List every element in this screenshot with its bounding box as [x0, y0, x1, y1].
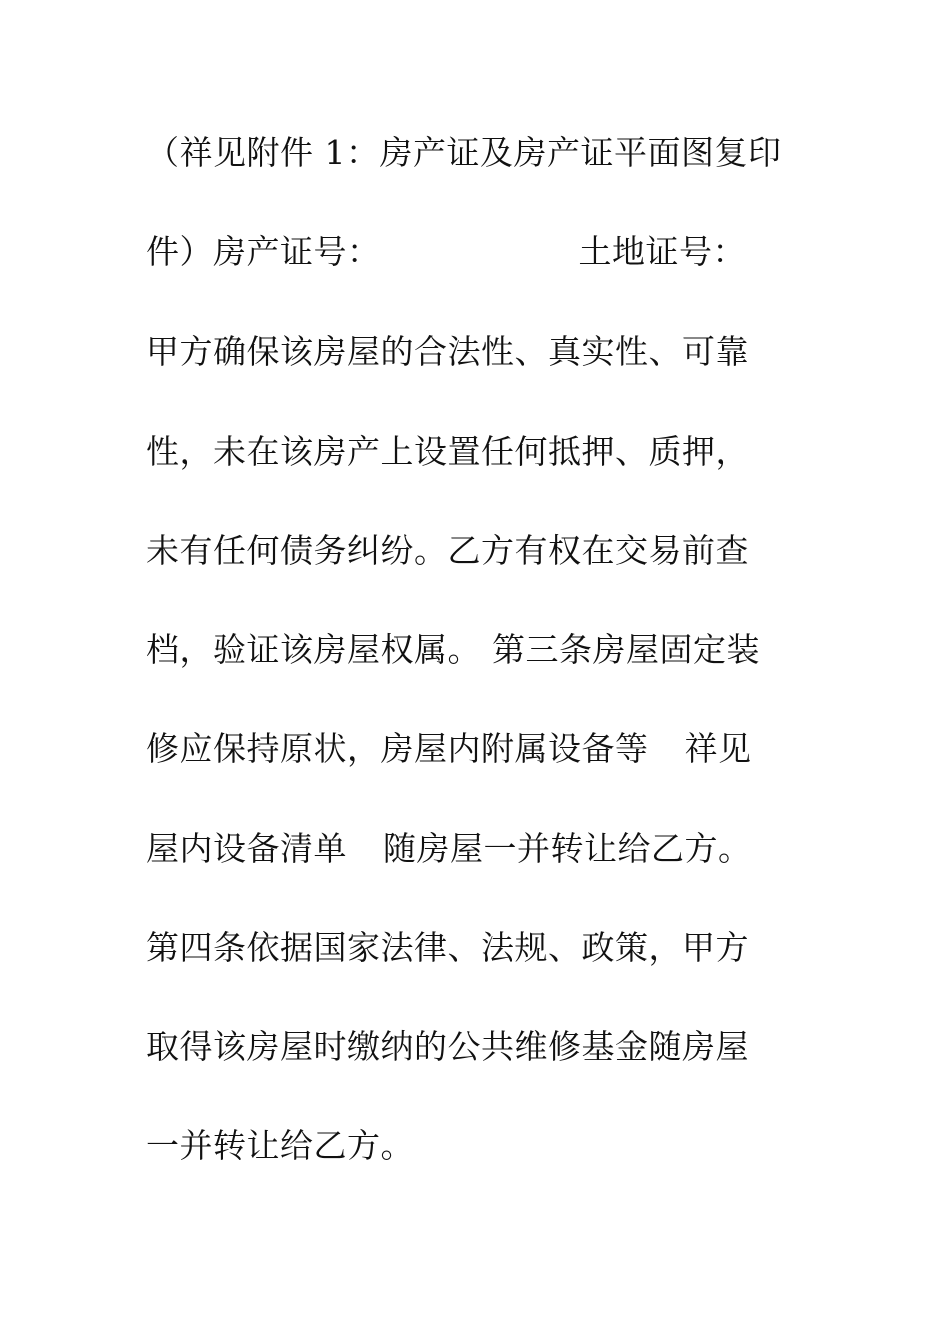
text-line-1 [146, 128, 782, 178]
text-segment: 甲方确保该房屋的合法性、真实性、可靠 [146, 332, 749, 371]
text-segment: 祥见 [684, 729, 752, 768]
land-cert-label: 土地证号： [578, 232, 746, 271]
text-segment: 修应保持原状，房屋内附属设备等 [146, 729, 649, 768]
text-segment: 第四条依据国家法律、法规、政策，甲方 [146, 928, 749, 967]
text-segment: （祥见附件 1：房产证及房产证平面图复印 [146, 133, 782, 172]
text-segment: 性，未在该房产上设置任何抵押、质押， [146, 432, 749, 471]
text-segment: 屋内设备清单 [146, 829, 347, 868]
text-line-8 [146, 824, 752, 874]
property-cert-label: 件）房产证号： [146, 232, 381, 271]
text-segment: 未有任何债务纠纷。乙方有权在交易前查 [146, 531, 749, 570]
text-line-4 [146, 427, 749, 477]
text-line-2 [146, 227, 746, 277]
text-segment: 随房屋一并转让给乙方。 [383, 829, 752, 868]
text-line-11 [146, 1121, 414, 1171]
text-line-3 [146, 327, 749, 377]
text-line-9 [146, 923, 749, 973]
text-segment: 取得该房屋时缴纳的公共维修基金随房屋 [146, 1027, 749, 1066]
text-segment: 一并转让给乙方。 [146, 1126, 414, 1165]
text-line-7 [146, 724, 752, 774]
text-line-5 [146, 526, 749, 576]
text-segment: 档，验证该房屋权属。 第三条房屋固定装 [146, 630, 760, 669]
text-line-10 [146, 1022, 749, 1072]
text-line-6 [146, 625, 760, 675]
